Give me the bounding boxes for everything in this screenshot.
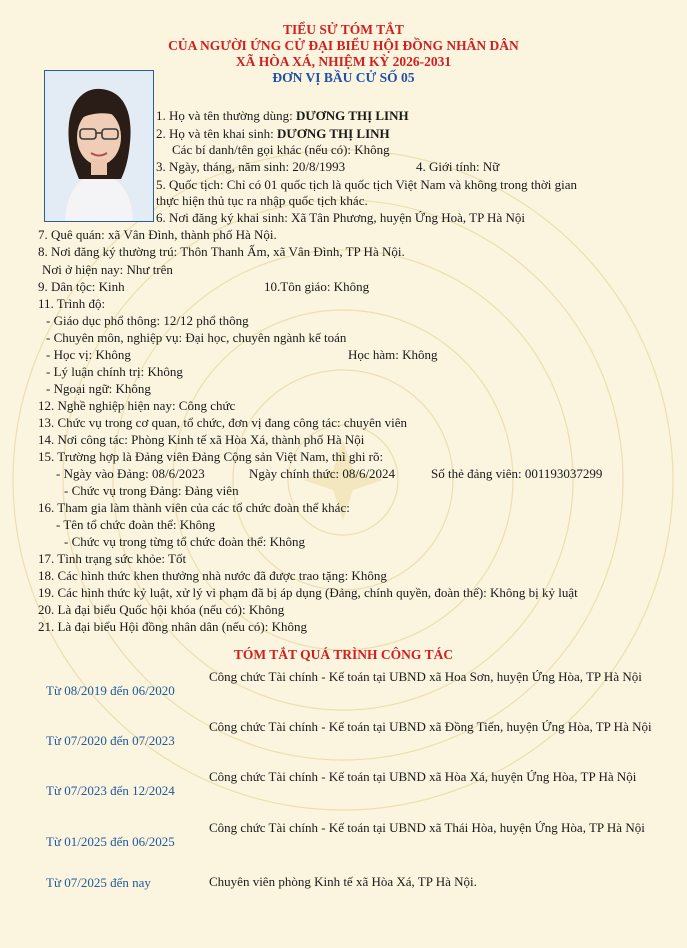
field-health: 17. Tình trạng sức khỏe: Tốt	[38, 551, 187, 566]
field-ethnicity: 9. Dân tộc: Kinh	[38, 279, 125, 294]
field-education: 11. Trình độ:	[38, 296, 106, 311]
field-nationality: 5. Quốc tịch: Chỉ có 01 quốc tịch là quốc tịch Việt Nam và không trong thời gian	[156, 177, 578, 192]
field-religion: 10.Tôn giáo: Không	[264, 279, 370, 294]
work-period: Từ 08/2019 đến 06/2020	[46, 683, 175, 698]
field-party-position: - Chức vụ trong Đảng: Đảng viên	[64, 483, 239, 498]
field-party-official-date: Ngày chính thức: 08/6/2024	[249, 466, 396, 481]
field-birth-registration: 6. Nơi đăng ký khai sinh: Xã Tân Phương, huyện Ứng Hoà, TP Hà Nội	[156, 210, 525, 225]
field-birth-name	[156, 126, 390, 142]
field-people-council: 21. Là đại biểu Hội đồng nhân dân (nếu có): Không	[38, 619, 307, 634]
title-line-1: TIỂU SỬ TÓM TẮT	[283, 22, 404, 37]
work-period: Từ 07/2025 đến nay	[46, 875, 151, 890]
work-period: Từ 07/2023 đến 12/2024	[46, 783, 175, 798]
field-political-theory: - Lý luận chính trị: Không	[46, 364, 183, 379]
field-awards: 18. Các hình thức khen thưởng nhà nước đã được trao tặng: Không	[38, 568, 387, 583]
field-professional: - Chuyên môn, nghiệp vụ: Đại học, chuyên ngành kế toán	[46, 330, 347, 345]
work-history-title: TÓM TẮT QUÁ TRÌNH CÔNG TÁC	[233, 647, 454, 662]
title-line-3: XÃ HÒA XÁ, NHIỆM KỲ 2026-2031	[235, 54, 452, 69]
field-aliases: Các bí danh/tên gọi khác (nếu có): Không	[172, 142, 390, 157]
value-name: DƯƠNG THỊ LINH	[276, 126, 390, 141]
work-description: Công chức Tài chính - Kế toán tại UBND xã Hoa Sơn, huyện Ứng Hòa, TP Hà Nội	[209, 669, 642, 684]
field-permanent-residence: 8. Nơi đăng ký thường trú: Thôn Thanh Ấm, xã Vân Đình, TP Hà Nội.	[38, 244, 405, 259]
field-organizations: 16. Tham gia làm thành viên của các tổ chức đoàn thể khác:	[38, 500, 350, 515]
electoral-unit: ĐƠN VỊ BẦU CỬ SỐ 05	[272, 70, 415, 85]
field-birthdate: 3. Ngày, tháng, năm sinh: 20/8/1993	[156, 159, 346, 174]
work-description: Chuyên viên phòng Kinh tế xã Hòa Xá, TP Hà Nội.	[209, 874, 477, 889]
value-name: DƯƠNG THỊ LINH	[295, 108, 409, 123]
work-period: Từ 01/2025 đến 06/2025	[46, 834, 175, 849]
field-party-join-date: - Ngày vào Đảng: 08/6/2023	[56, 466, 205, 481]
field-discipline: 19. Các hình thức kỷ luật, xử lý vi phạm đã bị áp dụng (Đảng, chính quyền, đoàn thể): Không bị kỷ luật	[38, 585, 578, 600]
field-organization-position: - Chức vụ trong từng tổ chức đoàn thể: Không	[64, 534, 306, 549]
portrait-photo	[44, 70, 154, 222]
label: 2. Họ và tên khai sinh:	[156, 126, 274, 141]
field-foreign-language: - Ngoại ngữ: Không	[46, 381, 151, 396]
field-current-residence: Nơi ở hiện nay: Như trên	[42, 262, 173, 277]
field-academic-title: Học hàm: Không	[348, 347, 438, 362]
field-occupation: 12. Nghề nghiệp hiện nay: Công chức	[38, 398, 236, 413]
field-common-name	[156, 108, 409, 124]
work-description: Công chức Tài chính - Kế toán tại UBND xã Hòa Xá, huyện Ứng Hòa, TP Hà Nội	[209, 769, 637, 784]
work-description: Công chức Tài chính - Kế toán tại UBND xã Đồng Tiến, huyện Ứng Hòa, TP Hà Nội	[209, 719, 652, 734]
field-hometown: 7. Quê quán: xã Vân Đình, thành phố Hà Nội.	[38, 227, 277, 242]
field-party-card-number: Số thẻ đảng viên: 001193037299	[431, 466, 603, 481]
field-party-member: 15. Trường hợp là Đảng viên Đảng Cộng sản Việt Nam, thì ghi rõ:	[38, 449, 384, 464]
field-position: 13. Chức vụ trong cơ quan, tổ chức, đơn vị đang công tác: chuyên viên	[38, 415, 408, 430]
work-description: Công chức Tài chính - Kế toán tại UBND xã Thái Hòa, huyện Ứng Hòa, TP Hà Nội	[209, 820, 645, 835]
work-period: Từ 07/2020 đến 07/2023	[46, 733, 175, 748]
label: 1. Họ và tên thường dùng:	[156, 108, 293, 123]
field-general-education: - Giáo dục phổ thông: 12/12 phổ thông	[46, 313, 249, 328]
title-line-2: CỦA NGƯỜI ỨNG CỬ ĐẠI BIỂU HỘI ĐỒNG NHÂN DÂN	[168, 38, 519, 53]
field-nationality-cont: thực hiện thủ tục ra nhập quốc tịch khác.	[156, 193, 368, 208]
field-organization-name: - Tên tổ chức đoàn thể: Không	[56, 517, 216, 532]
field-degree: - Học vị: Không	[46, 347, 131, 362]
field-workplace: 14. Nơi công tác: Phòng Kinh tế xã Hòa Xá, thành phố Hà Nội	[38, 432, 365, 447]
field-gender: 4. Giới tính: Nữ	[416, 159, 500, 174]
field-national-assembly: 20. Là đại biểu Quốc hội khóa (nếu có): Không	[38, 602, 285, 617]
